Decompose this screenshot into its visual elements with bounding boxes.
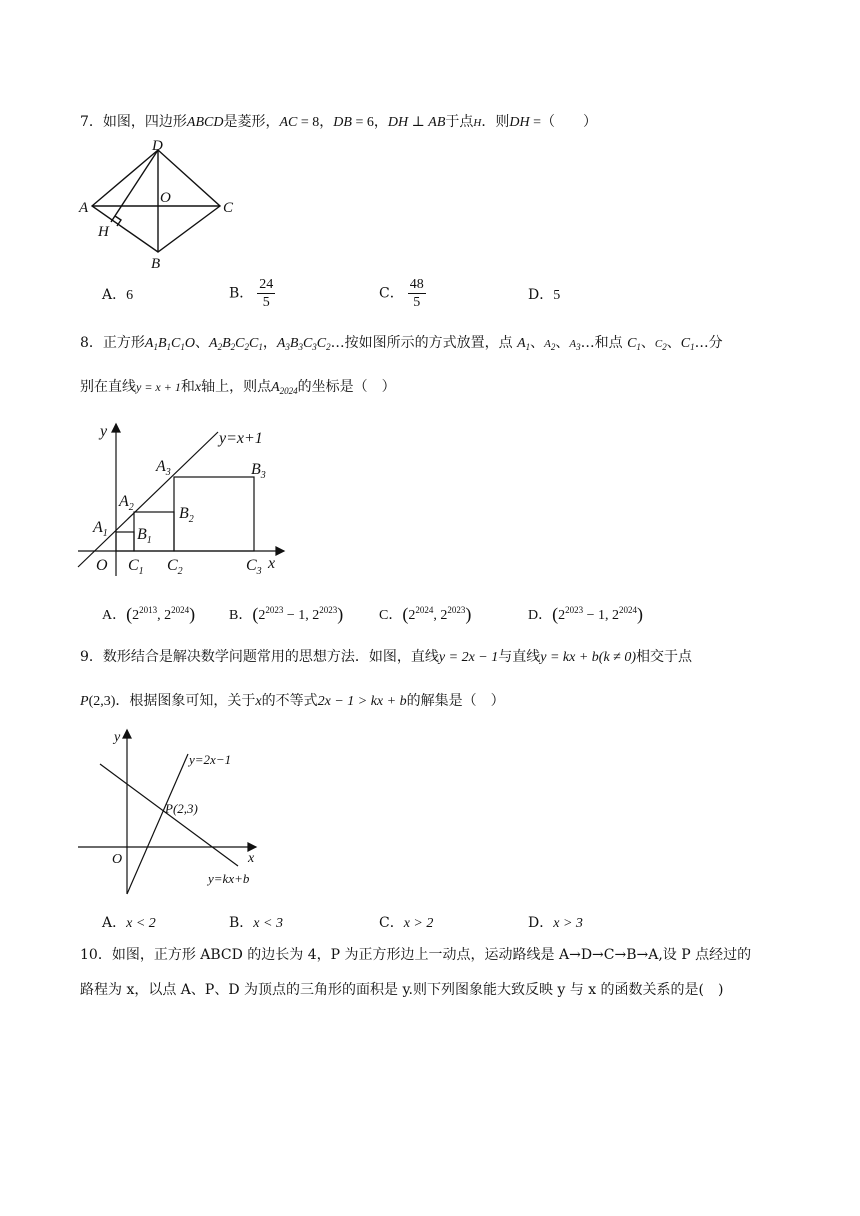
svg-text:x: x	[268, 555, 276, 572]
svg-text:B2: $B_2$	[179, 505, 194, 525]
svg-text:A3: $A_3$	[156, 458, 171, 478]
q7-option-a[interactable]: A．6	[102, 287, 134, 303]
svg-text:y=kx+b: y=kx+b	[208, 871, 250, 886]
svg-text:C1: $C_1$	[128, 557, 144, 577]
svg-text:y=x+1: y=x+1	[219, 430, 263, 447]
q8-squares-figure	[76, 420, 296, 580]
svg-text:O: O	[112, 852, 123, 867]
q9-stem-line2: P(2,3)．根据图象可知，关于x的不等式2x − 1 > kx + b的解集是（ ）	[80, 693, 505, 709]
q7-option-c[interactable]: C． $\frac{48}{5}$	[379, 277, 424, 310]
q8-option-d[interactable]: D．($2^{2023} - 1$, $2^{2024}$)	[528, 604, 644, 624]
q8-option-b[interactable]: B．($2^{2023} - 1$, $2^{2023}$)	[229, 604, 344, 624]
q7-stem: 7．如图，四边形ABCD是菱形，AC = 8，DB = 6，DH ⊥ AB于点H．则DH =（ ）	[80, 114, 597, 130]
svg-text:O: O	[96, 557, 108, 574]
svg-text:C3: $C_3$	[246, 557, 262, 577]
q9-stem-line1: 9．数形结合是解决数学问题常用的思想方法．如图，直线y = 2x − 1与直线y = kx + b(k ≠ 0)相交于点	[80, 649, 693, 665]
q8-stem-line1: 8．正方形$A_1B_1C_1O$、$A_2B_2C_2C_1$，$A_3B_3C_3C_2\dots$按如图所示的方式放置，点 $A_1$、$A_2$、$A_3\dots$和点 $C_1$、$C_2$、$C_1\dots$分	[80, 335, 723, 352]
svg-text:y: y	[100, 423, 108, 440]
svg-text:A1: $A_1$	[93, 519, 108, 539]
q7-label-C: C	[223, 200, 234, 216]
svg-text:P(2,3): P(2,3)	[165, 801, 198, 816]
q9-option-c[interactable]: C．x > 2	[379, 915, 434, 931]
q9-graph-figure	[78, 726, 278, 896]
q7-label-A: A	[79, 200, 89, 216]
svg-text:B1: $B_1$	[137, 526, 152, 546]
q7-label-D: D	[152, 138, 163, 154]
q9-option-d[interactable]: D．x > 3	[528, 915, 583, 931]
q7-option-d[interactable]: D．5	[528, 287, 561, 303]
svg-text:x: x	[248, 851, 255, 866]
svg-text:y: y	[114, 730, 121, 745]
q10-stem-line1: 10．如图，正方形 ABCD 的边长为 4，P 为正方形边上一动点，运动路线是 A→D→C→B→A,设 P 点经过的	[80, 947, 752, 963]
svg-text:y=2x−1: y=2x−1	[189, 752, 232, 767]
q9-option-b[interactable]: B．x < 3	[229, 915, 283, 931]
q7-label-H: H	[98, 224, 109, 240]
q7-option-b[interactable]: B． $\frac{24}{5}$	[229, 277, 274, 310]
svg-text:B3: $B_3$	[251, 461, 266, 481]
svg-text:A2: $A_2$	[119, 493, 134, 513]
svg-text:C2: $C_2$	[167, 557, 183, 577]
q9-option-a[interactable]: A．x < 2	[102, 915, 156, 931]
q7-label-B: B	[151, 256, 161, 272]
q8-stem-line2: 别在直线y = x + 1和x轴上，则点$A_{2024}$的坐标是（ ）	[80, 379, 396, 396]
q7-rhombus-figure	[78, 138, 248, 273]
q7-label-O: O	[160, 190, 171, 206]
q8-option-c[interactable]: C．($2^{2024}$, $2^{2023}$)	[379, 604, 472, 624]
q8-option-a[interactable]: A．($2^{2013}$, $2^{2024}$)	[102, 604, 196, 624]
q10-stem-line2: 路程为 x，以点 A、P、D 为顶点的三角形的面积是 y.则下列图象能大致反映 y 与 x 的函数关系的是( )	[80, 982, 724, 998]
